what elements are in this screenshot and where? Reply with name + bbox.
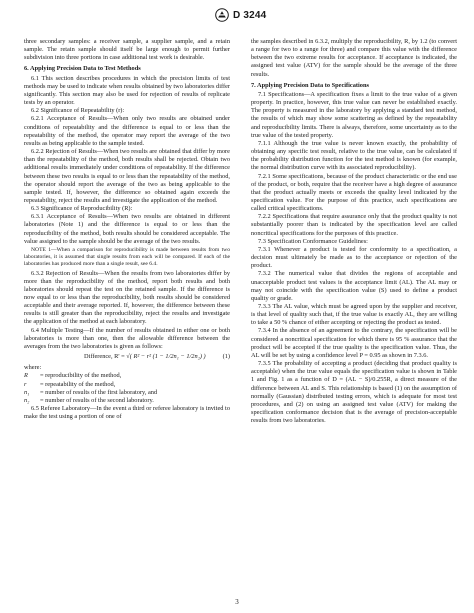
paragraph: 7.3.1 Whenever a product is tested for conformity to a specification, a decision must ultimately be made as to the acceptance or rejection of the product. — [251, 245, 457, 270]
paragraph: 7.3.5 The probability of accepting a product (deciding that product quality is acceptable) when the true value equals the specification value is shown in Table 1 and Fig. 1 as a function of D = (AL − S)/0.255R, a direct measure of the difference between AL and S. This relationship is based (1) on the assumption of normally (Gaussian) distributed testing errors, which is adequate for most test procedures, and (2) on using an assigned test value (ATV) for making the specification conformance decision that is the average of precision-acceptable results from two laboratories. — [251, 360, 457, 425]
variable-symbol: r — [24, 380, 27, 388]
right-column — [251, 38, 457, 425]
variable-definition: = repeatability of the method, — [40, 380, 116, 388]
variable-symbol: n₁ — [24, 388, 30, 396]
variable-definitions — [24, 372, 230, 405]
variable-definition-row — [24, 389, 230, 397]
paragraph: 6.2 Significance of Repeatability (r): — [31, 107, 125, 115]
section-heading: 7. Applying Precision Data to Specifications — [251, 81, 369, 89]
paragraph: 7.2.1 Some specifications, because of the product characteristic or the end use of the product, or both, require that the receiver have a high degree of assurance that the product actually meets or exceeds the quality level indicated by the specification value. For the purpose of this practice, such specifications are called critical specifications. — [251, 172, 457, 213]
paragraph: the samples described in 6.3.2, multiply the reproducibility, R, by 1.2 (to convert a range for two to a range for three) and compare this value with the difference between the two extreme results for acceptance. If acceptance is indicated, the assigned test value (ATV) for the sample should be the average of the three results. — [251, 38, 457, 78]
variable-definition-row — [24, 397, 230, 405]
section-heading: 6. Applying Precision Data to Test Methods — [24, 65, 141, 73]
paragraph: 6.3.2 Rejection of Results—When the results from two laboratories differ by more than the reproducibility of the method, report both results and both laboratories should repeat the test on the retained sample. If the difference is now equal to or less than the reproducibility, both results should be considered acceptable and their average reported. If, however, the difference between these results is still greater than the reproducibility, reject the results and investigate the application of the method at each laboratory. — [24, 269, 230, 326]
paragraph: 6.2.1 Acceptance of Results—When only two results are obtained under conditions of repeatability and the difference is equal to or less than the repeatability of the method, the operator may report the average of the two results as being applicable to the sample tested. — [24, 115, 230, 147]
variable-symbol: R — [24, 372, 28, 380]
paragraph: 6.4 Multiple Testing—If the number of results obtained in either one or both laboratories is more than one, then the allowable difference between the averages from the two laboratories is given as follows: — [24, 326, 230, 350]
page-number: 3 — [235, 598, 239, 606]
paragraph: where: — [24, 364, 42, 372]
paragraph: 7.2.2 Specifications that require assurance only that the product quality is not substantially poorer than is indicated by the specification level are called noncritical specifications for the purposes of this practice. — [251, 213, 457, 237]
standard-code: D 3244 — [233, 9, 267, 21]
paragraph: 6.3 Significance of Reproducibility (R): — [31, 205, 133, 213]
paragraph: 7.3.2 The numerical value that divides the regions of acceptable and unacceptable product test values is the acceptance limit (AL). The AL may or may not coincide with the specification value (S) used to define a product quality or grade. — [251, 270, 457, 302]
equation-number: (1) — [222, 353, 230, 361]
paragraph: 7.3.4 In the absence of an agreement to the contrary, the specification will be considered a noncritical specification for which there is 95 % assurance that the product will be accepted if the true quality is the specification value. Thus, the AL will be set by using a confidence level P = 0.95 as shown in 7.3.6. — [251, 327, 457, 359]
paragraph: 7.3 Specification Conformance Guidelines: — [258, 237, 368, 245]
paragraph: 7.3.3 The AL value, which must be agreed upon by the supplier and receiver, is that level of quality such that, if the true value is exactly AL, they are willing to take a 50 % chance of either accepting or rejecting the product as tested. — [251, 303, 457, 327]
paragraph: 6.5 Referee Laboratory—In the event a third or referee laboratory is invited to make the test using a portion of one of — [24, 405, 230, 421]
variable-definition: = number of results of the second laboratory. — [40, 396, 154, 404]
paragraph: 6.1 This section describes procedures in which the precision limits of test methods may be used to indicate when results obtained by two laboratories differ significantly. This section may also be used for rejection of results of replicate tests by an operator. — [24, 74, 231, 107]
variable-definition: = number of results of the first laboratory, and — [40, 388, 158, 396]
paragraph: 7.1.1 Although the true value is never known exactly, the probability of obtaining any specific test result, relative to the true value, can be calculated if the probability distribution function for the test method is known (for example, the normal distribution curve with its associated reproducibility). — [251, 139, 457, 172]
variable-symbol: n₂ — [24, 396, 30, 404]
equation-lhs: Difference, R' = — [84, 353, 127, 361]
page-header — [215, 8, 266, 22]
equation-1 — [24, 353, 230, 361]
variable-definition: = reproducibility of the method, — [40, 372, 122, 380]
astm-logo-icon — [215, 8, 229, 22]
left-column — [24, 38, 230, 421]
variable-definition-row — [24, 381, 230, 389]
paragraph: 6.2.2 Rejection of Results—When two results are obtained that differ by more than the repeatability of the method, both results shall be rejected. Obtain two additional results immediately under conditions of repeatability. If the difference between these two results is equal to or less than the repeatability of the method, the operator should report the average of the two as being applicable to the sample tested. If, however, the difference so obtained again exceeds the repeatability, reject the results and investigate the application of the method. — [24, 148, 230, 204]
paragraph: 6.3.1 Acceptance of Results—When two results are obtained in different laboratories (Note 1) and the difference is equal to or less than the reproducibility of the method, both results should be considered acceptable. The value assigned to the sample should be the average of the two results. — [24, 213, 230, 245]
variable-definition-row — [24, 372, 230, 380]
equation-expression: √( R² − r² (1 − 1/2n₁ − 1/2n₂) ) — [126, 353, 206, 361]
paragraph: three secondary samples: a receiver sample, a supplier sample, and a retain sample. The retain sample should itself be large enough to permit further subdivision into three portions in case additional test work is desirable. — [24, 38, 230, 62]
paragraph: 7.1 Specifications—A specification fixes a limit to the true value of a given property. In practice, however, this true value can never be established exactly. The property is measured in the laboratory by applying a standard test method, the results of which may show some scattering as defined by the repeatability and reproducibility limits. There is always, therefore, some uncertainty as to the true value of the tested property. — [251, 90, 457, 139]
note-paragraph: NOTE 1—When a comparison for reproducibility is made between results from two laboratories, it is assumed that single results from each will be compared. If each of the laboratories has produced more than a single result, see 6.4. — [24, 246, 230, 268]
